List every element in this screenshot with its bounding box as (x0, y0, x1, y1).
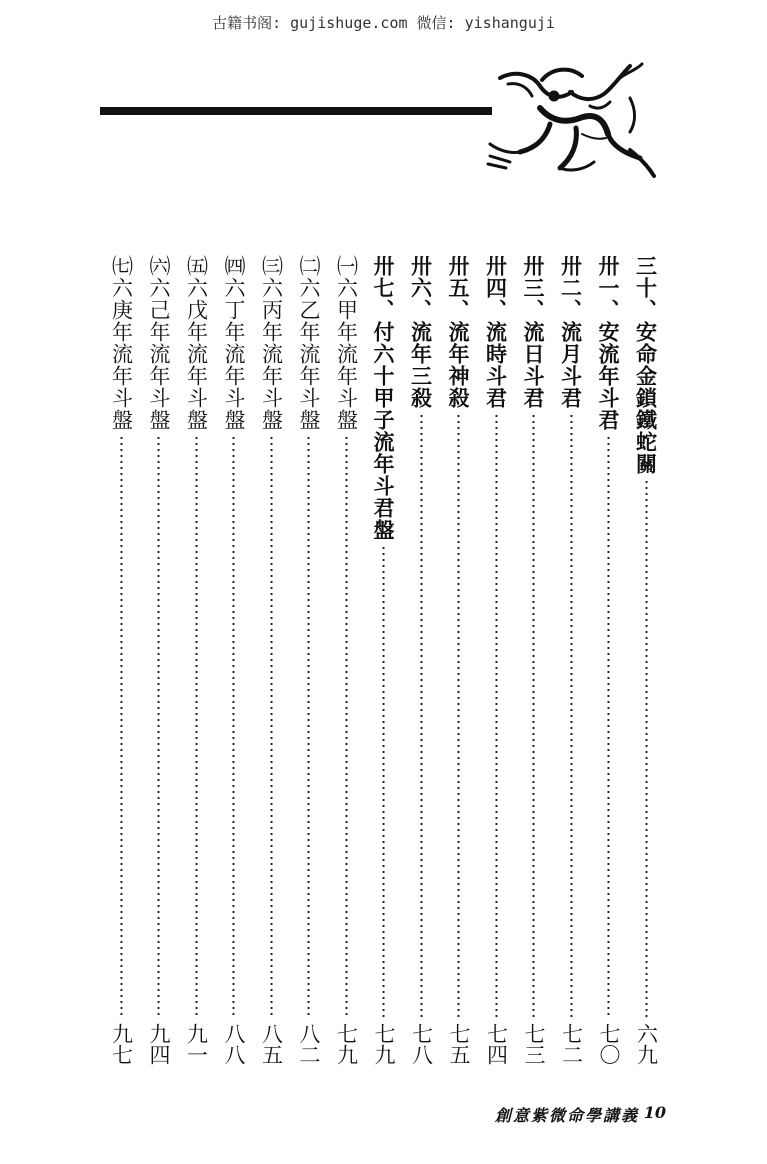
footer-book-title: 創意紫微命學講義 (494, 1106, 639, 1125)
toc-entry (553, 255, 589, 1065)
dot-leader (457, 413, 460, 1019)
toc-entry-page: 九四 (147, 1023, 171, 1065)
toc-entry-page: 七九 (372, 1023, 396, 1065)
toc-entry-title: 卅四、流時斗君 (483, 255, 509, 409)
dot-leader (195, 435, 198, 1019)
dot-leader (495, 413, 498, 1019)
toc-entry-title: ㈢六丙年流年斗盤 (259, 255, 284, 431)
toc-entry-page: 六九 (634, 1023, 659, 1065)
footer-page-number: 10 (643, 1103, 666, 1122)
toc-entry-page: 七三 (522, 1023, 546, 1065)
header-rule (100, 107, 492, 115)
toc-entry (516, 255, 552, 1065)
dot-leader (232, 435, 235, 1019)
dot-leader (532, 413, 535, 1019)
toc-entry-page: 八五 (259, 1023, 284, 1065)
toc-entry (441, 255, 477, 1065)
dot-leader (570, 413, 573, 1019)
dot-leader (120, 435, 123, 1019)
toc-entry-page: 七九 (334, 1023, 359, 1065)
toc-entry-page: 七〇 (597, 1023, 621, 1065)
toc-entry-page: 八二 (297, 1023, 321, 1065)
toc-entry-page: 八八 (222, 1023, 246, 1065)
toc-entry-title: 卅六、流年三殺 (408, 255, 434, 409)
toc-entry (103, 255, 139, 1065)
toc-entry-title: 卅七、付六十甲子流年斗君盤 (371, 255, 396, 541)
dot-leader (270, 435, 273, 1019)
toc-entry-title: 卅二、流月斗君 (558, 255, 584, 409)
toc-entry (403, 255, 439, 1065)
dot-leader (345, 435, 348, 1019)
dot-leader (382, 545, 385, 1019)
toc-entry (141, 255, 177, 1065)
toc-entry-page: 七二 (559, 1023, 584, 1065)
dot-leader (645, 479, 648, 1019)
dot-leader (307, 435, 310, 1019)
toc-entry-page: 七五 (447, 1023, 471, 1065)
toc-entry-title: ㈠六甲年流年斗盤 (334, 255, 359, 431)
toc-entry-page: 九一 (184, 1023, 209, 1065)
toc-entry-page: 九七 (109, 1023, 134, 1065)
toc-entry-title: ㈣六丁年流年斗盤 (222, 255, 246, 431)
toc-entry-title: 卅五、流年神殺 (446, 255, 471, 409)
watermark-text: 古籍书阁: gujishuge.com 微信: yishanguji (212, 14, 555, 32)
toc-entry-title: 三十、安命金鎖鐵蛇關 (633, 255, 659, 475)
toc-entry (628, 255, 664, 1065)
toc-entry-title: 卅一、安流年斗君 (596, 255, 621, 431)
toc-entry-title: 卅三、流日斗君 (521, 255, 546, 409)
toc-entry (253, 255, 289, 1065)
toc-entry-page: 七八 (409, 1023, 434, 1065)
toc-entry (291, 255, 327, 1065)
toc-entry-page: 七四 (484, 1023, 509, 1065)
toc-entry-title: ㈡六乙年流年斗盤 (297, 255, 321, 431)
toc-entry (328, 255, 364, 1065)
toc-entry-title: ㈥六己年流年斗盤 (147, 255, 171, 431)
toc-entry (478, 255, 514, 1065)
toc-entry-title: ㈦六庚年流年斗盤 (109, 255, 134, 431)
toc-entry (178, 255, 214, 1065)
toc-entry (366, 255, 402, 1065)
dragon-illustration (480, 58, 660, 184)
toc-entry (216, 255, 252, 1065)
dot-leader (420, 413, 423, 1019)
toc-entry-title: ㈤六戊年流年斗盤 (184, 255, 209, 431)
toc-entry (591, 255, 627, 1065)
dot-leader (607, 435, 610, 1019)
dot-leader (157, 435, 160, 1019)
